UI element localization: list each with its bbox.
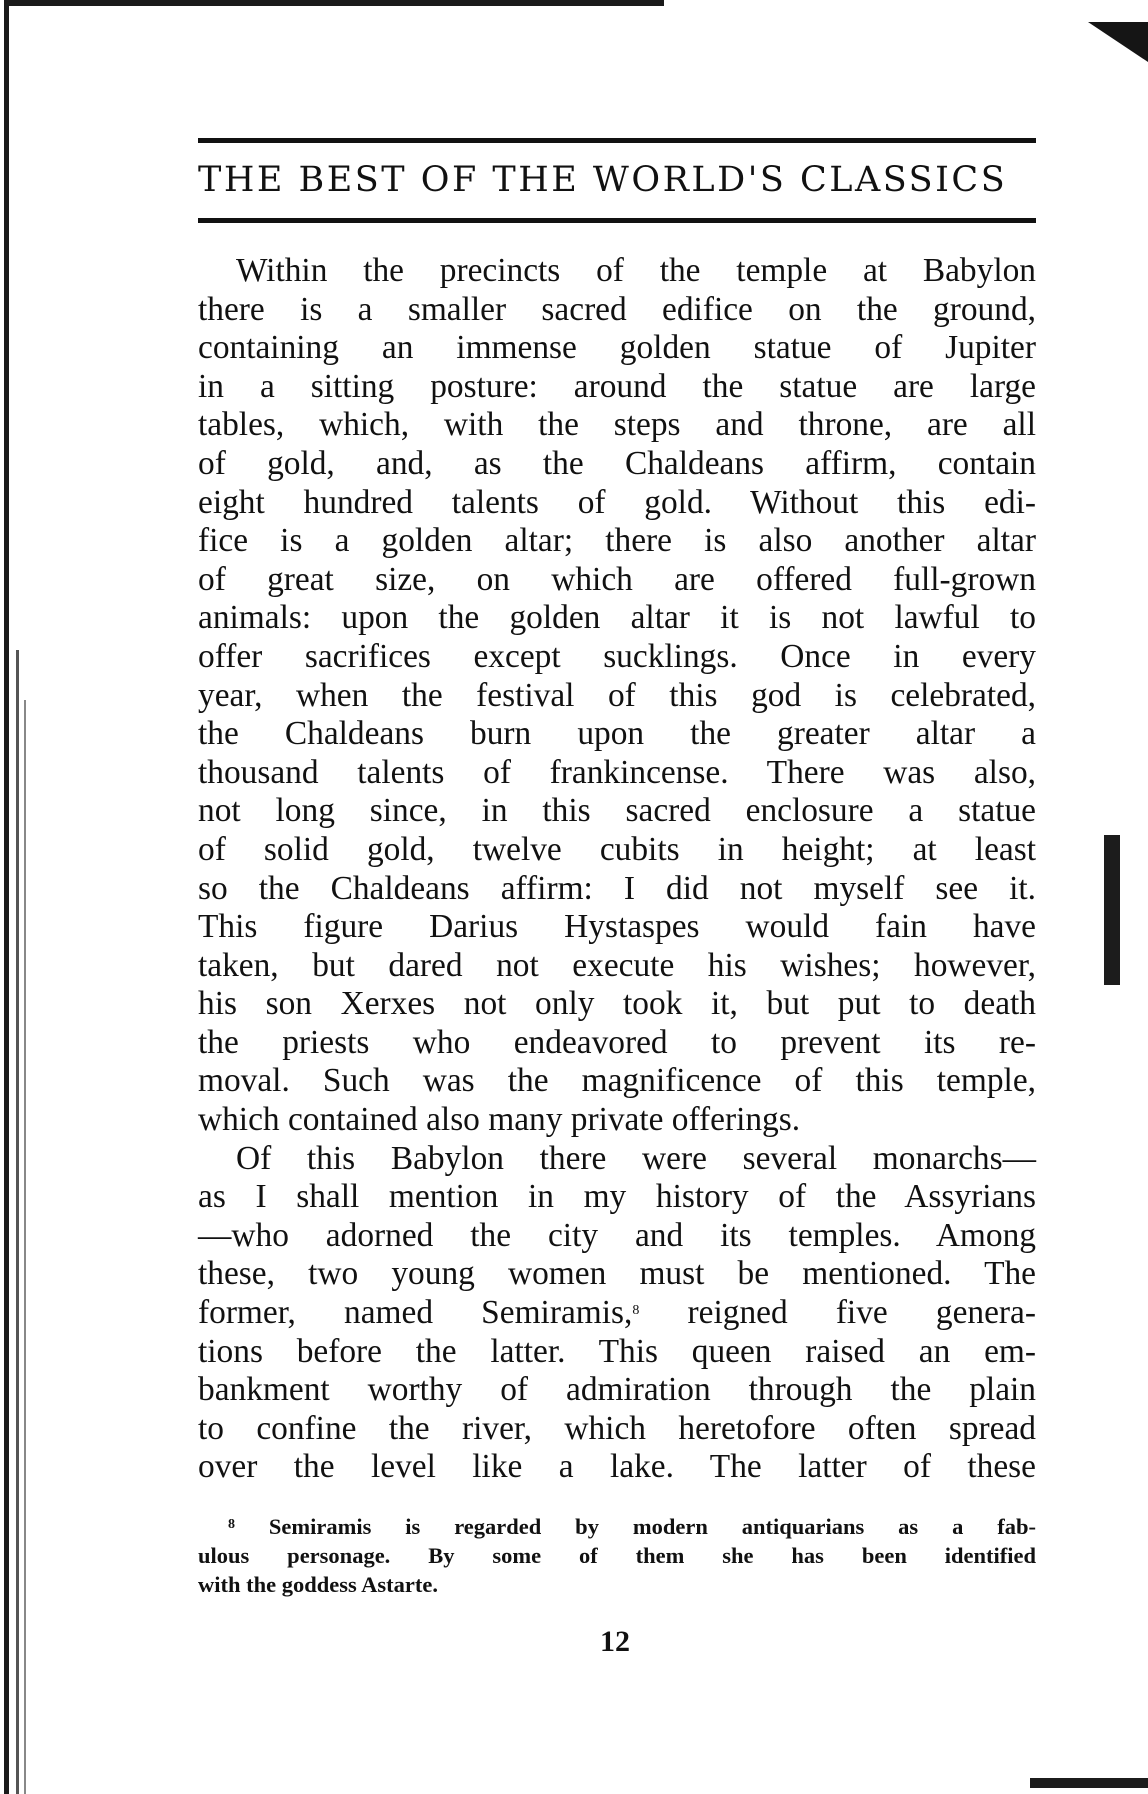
text-line: over the level like a lake. The latter of these — [198, 1448, 1036, 1486]
footnote-marker: 8 — [228, 1517, 235, 1532]
text-line: containing an immense golden statue of Jupiter — [198, 329, 1036, 367]
text-line: This figure Darius Hystaspes would fain have — [198, 908, 1036, 946]
text-line: tables, which, with the steps and throne, are all — [198, 406, 1036, 444]
text-line: taken, but dared not execute his wishes; however, — [198, 946, 1036, 984]
text-line: which contained also many private offerings. — [198, 1101, 801, 1139]
scan-edge-left-inner-2 — [24, 700, 26, 1794]
text-line: of solid gold, twelve cubits in height; at least — [198, 830, 1036, 868]
text-line: in a sitting posture: around the statue are large — [198, 367, 1036, 405]
scan-bottom-mark — [1030, 1778, 1148, 1788]
text-line: of gold, and, as the Chaldeans affirm, contain — [198, 444, 1036, 482]
text-line: as I shall mention in my history of the Assyrians — [198, 1178, 1036, 1216]
text-line: fice is a golden altar; there is also another altar — [198, 522, 1036, 560]
header-rule-bottom — [198, 218, 1036, 223]
text-line: his son Xerxes not only took it, but put to death — [198, 985, 1036, 1023]
footnote-reference[interactable]: 8 — [632, 1303, 640, 1319]
page-number: 12 — [600, 1625, 630, 1658]
text-line: —who adorned the city and its temples. Among — [198, 1216, 1036, 1254]
footnote-line — [198, 1512, 1036, 1541]
footnote-line: ulous personage. By some of them she has been identified — [198, 1543, 1036, 1568]
running-header: THE BEST OF THE WORLD'S CLASSICS — [198, 160, 1008, 200]
text-line: moval. Such was the magnificence of this temple, — [198, 1062, 1036, 1100]
text-line: thousand talents of frankincense. There was also, — [198, 753, 1036, 791]
text-line: offer sacrifices except sucklings. Once in every — [198, 637, 1036, 675]
text-line: there is a smaller sacred edifice on the ground, — [198, 290, 1036, 328]
text-line: Of this Babylon there were several monarchs— — [236, 1139, 1036, 1177]
text-line: tions before the latter. This queen raised an em- — [198, 1332, 1036, 1370]
text-line: year, when the festival of this god is celebrated, — [198, 676, 1036, 714]
scan-corner-mark — [1088, 22, 1148, 62]
footnote-line: with the goddess Astarte. — [198, 1572, 438, 1597]
text-line: Within the precincts of the temple at Babylon — [236, 252, 1036, 289]
footnote — [198, 1512, 1036, 1599]
body-text — [198, 252, 1036, 1487]
text-line-with-footnote-ref — [198, 1294, 1036, 1333]
text-line: these, two young women must be mentioned. The — [198, 1255, 1036, 1293]
scan-edge-left — [4, 0, 9, 1794]
text-line: of great size, on which are offered full-grown — [198, 560, 1036, 598]
text-line: so the Chaldeans affirm: I did not myself see it. — [198, 869, 1036, 907]
text-line: eight hundred talents of gold. Without this edi- — [198, 483, 1036, 521]
text-fragment: Semiramis is regarded by modern antiquarians as a fab- — [268, 1514, 1036, 1539]
scan-edge-left-inner — [16, 650, 19, 1794]
text-fragment: reigned five genera- — [687, 1294, 1036, 1332]
scan-side-bar — [1104, 835, 1120, 985]
text-line: bankment worthy of admiration through the plain — [198, 1371, 1036, 1409]
scan-edge-top — [4, 0, 664, 6]
text-line: the Chaldeans burn upon the greater altar a — [198, 715, 1036, 753]
text-line: animals: upon the golden altar it is not lawful to — [198, 599, 1036, 637]
text-fragment: former, named Semiramis, — [198, 1294, 633, 1332]
text-line: to confine the river, which heretofore often spread — [198, 1409, 1036, 1447]
header-rule-top — [198, 138, 1036, 143]
text-line: not long since, in this sacred enclosure a statue — [198, 792, 1036, 830]
text-line: the priests who endeavored to prevent its re- — [198, 1023, 1036, 1061]
